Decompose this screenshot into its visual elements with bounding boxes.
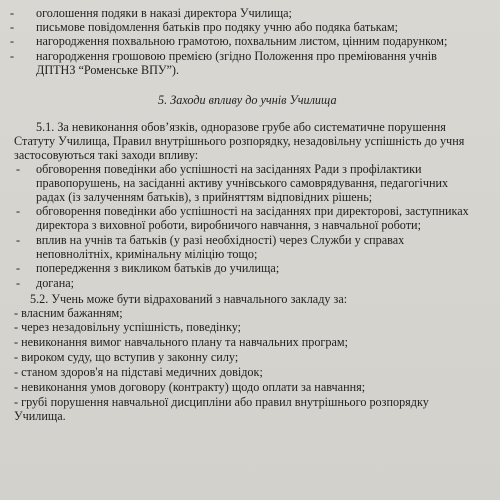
list-marker: - — [16, 261, 21, 275]
paragraph-line: Статуту Училища, Правил внутрішнього розпорядку, незадовільну успішність до учня — [14, 134, 465, 148]
list-item: вплив на учнів та батьків (у разі необхідності) через Служби у справах — [36, 233, 405, 247]
paragraph-line: 5.1. За невиконання обов’язків, одноразове грубе або систематичне порушення — [36, 120, 446, 134]
list-item: нагородження похвальною грамотою, похвальним листом, цінним подарунком; — [36, 34, 448, 48]
list-item: правопорушень, на засіданні активу учнівського самоврядування, педагогічних — [36, 176, 449, 190]
list-item: - невиконання умов договору (контракту) щодо оплати за навчання; — [14, 380, 366, 394]
list-item: письмове повідомлення батьків про подяку учню або подяка батькам; — [36, 20, 399, 34]
list-item: - вироком суду, що вступив у законну силу; — [14, 350, 239, 364]
list-marker: - — [16, 233, 21, 247]
list-item: ДПТНЗ “Роменське ВПУ”). — [36, 63, 180, 77]
list-item: нагородження грошовою премією (згідно Положення про преміювання учнів — [36, 49, 437, 63]
list-item: оголошення подяки в наказі директора Училища; — [36, 6, 292, 20]
list-marker: - — [10, 34, 15, 48]
list-item: - станом здоров'я на підставі медичних довідок; — [14, 365, 263, 379]
list-marker: - — [16, 162, 21, 176]
list-marker: - — [10, 6, 15, 20]
list-marker: - — [10, 49, 15, 63]
paragraph-line: 5.2. Учень може бути відрахований з навчального закладу за: — [30, 292, 348, 306]
list-item: обговорення поведінки або успішності на засіданнях Ради з профілактики — [36, 162, 422, 176]
list-item: радах (із залученням батьків), з прийняттям відповідних рішень; — [36, 190, 373, 204]
list-item: догана; — [36, 276, 75, 290]
list-item: - невиконання вимог навчального плану та навчальних програм; — [14, 335, 349, 349]
list-item: - власним бажанням; — [14, 306, 123, 320]
list-item: директора з виховної роботи, виробничого навчання, з навчальної роботи; — [36, 218, 421, 232]
list-item: обговорення поведінки або успішності на засіданнях при директорові, заступниках — [36, 204, 469, 218]
list-item: неповнолітніх, кримінальну міліцію тощо; — [36, 247, 258, 261]
section-heading: 5. Заходи впливу до учнів Училища — [158, 93, 337, 107]
list-marker: - — [16, 204, 21, 218]
list-item: Училища. — [14, 409, 66, 423]
list-item: - грубі порушення навчальної дисципліни або правил внутрішнього розпорядку — [14, 395, 429, 409]
list-item: - через незадовільну успішність, поведінку; — [14, 320, 242, 334]
list-item: попередження з викликом батьків до училища; — [36, 261, 280, 275]
list-marker: - — [16, 276, 21, 290]
list-marker: - — [10, 20, 15, 34]
paragraph-line: застосовуються такі заходи впливу: — [14, 148, 199, 162]
